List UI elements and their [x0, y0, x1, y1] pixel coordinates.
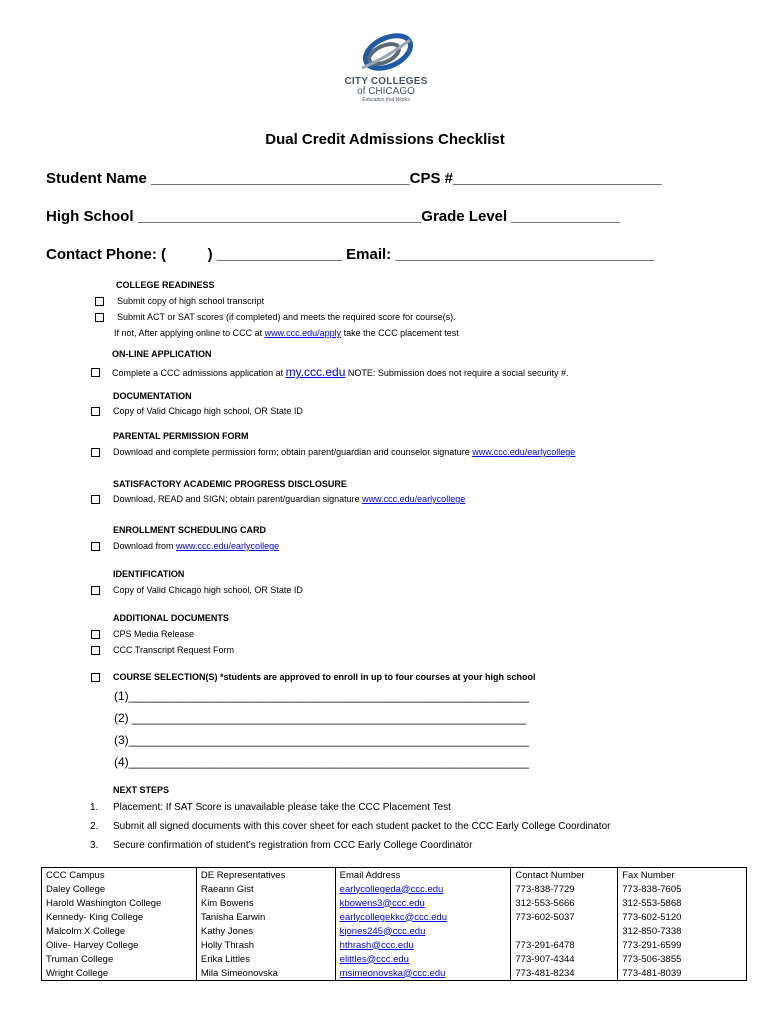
- parental-permission-checkbox[interactable]: [91, 448, 100, 457]
- my-ccc-link[interactable]: my.ccc.edu: [285, 365, 346, 379]
- campus-cell: Harold Washington College: [42, 896, 197, 910]
- act-sat-checkbox[interactable]: [95, 313, 104, 322]
- course-line-2[interactable]: (2) ___________________________________________________________: [114, 711, 526, 725]
- student-name-field[interactable]: Student Name _______________________________CPS #_________________________: [46, 170, 662, 187]
- sap-heading: SATISFACTORY ACADEMIC PROGRESS DISCLOSURE: [113, 479, 347, 489]
- representative-cell: Raeann Gist: [196, 882, 335, 896]
- earlycollege-link[interactable]: www.ccc.edu/earlycollege: [472, 447, 576, 457]
- sap-checkbox[interactable]: [91, 495, 100, 504]
- additional-documents-heading: ADDITIONAL DOCUMENTS: [113, 613, 229, 623]
- step-number: 3.: [90, 840, 99, 851]
- documentation-item: Copy of Valid Chicago high school, OR State ID: [113, 406, 303, 416]
- course-selection-heading: COURSE SELECTION(S) *students are approved to enroll in up to four courses at your high school: [113, 672, 536, 682]
- email-link[interactable]: hthrash@ccc.edu: [335, 938, 511, 952]
- header-email: Email Address: [335, 868, 511, 883]
- online-application-item: Complete a CCC admissions application at my.ccc.edu NOTE: Submission does not require a social security #.: [112, 365, 569, 379]
- identification-item: Copy of Valid Chicago high school, OR State ID: [113, 585, 303, 595]
- campus-cell: Malcolm X College: [42, 924, 197, 938]
- email-link[interactable]: kjones245@ccc.edu: [335, 924, 511, 938]
- placement-note: If not, After applying online to CCC at www.ccc.edu/apply take the CCC placement test: [114, 328, 459, 338]
- campus-cell: Daley College: [42, 882, 197, 896]
- contact-number-cell: 773-291-6478: [511, 938, 618, 952]
- documentation-checkbox[interactable]: [91, 407, 100, 416]
- online-application-heading: ON-LINE APPLICATION: [112, 349, 212, 359]
- email-link[interactable]: kbowens3@ccc.edu: [335, 896, 511, 910]
- parental-permission-item: Download and complete permission form; obtain parent/guardian and counselor signature www.ccc.edu/earlycollege: [113, 447, 576, 457]
- representative-cell: Kim Bowens: [196, 896, 335, 910]
- table-row: [42, 882, 747, 896]
- fax-number-cell: 773-602-5120: [618, 910, 747, 924]
- college-readiness-heading: COLLEGE READINESS: [116, 280, 215, 290]
- identification-checkbox[interactable]: [91, 586, 100, 595]
- contact-number-cell: 773-907-4344: [511, 952, 618, 966]
- course-selection-checkbox[interactable]: [91, 673, 100, 682]
- city-colleges-logo: [344, 28, 428, 106]
- enrollment-card-heading: ENROLLMENT SCHEDULING CARD: [113, 525, 266, 535]
- page-title: Dual Credit Admissions Checklist: [265, 131, 505, 148]
- transcript-request-checkbox[interactable]: [91, 646, 100, 655]
- header-campus: CCC Campus: [42, 868, 197, 883]
- course-line-3[interactable]: (3)____________________________________________________________: [114, 733, 530, 747]
- header-contact-number: Contact Number: [511, 868, 618, 883]
- next-steps-heading: NEXT STEPS: [113, 785, 170, 795]
- act-sat-item: Submit ACT or SAT scores (if completed) and meets the required score for course(s).: [117, 312, 456, 322]
- transcript-checkbox[interactable]: [95, 297, 104, 306]
- email-link[interactable]: elittles@ccc.edu: [335, 952, 511, 966]
- media-release-checkbox[interactable]: [91, 630, 100, 639]
- table-row: [42, 924, 747, 938]
- earlycollege-link[interactable]: www.ccc.edu/earlycollege: [176, 541, 280, 551]
- sap-item: Download, READ and SIGN; obtain parent/guardian signature www.ccc.edu/earlycollege: [113, 494, 466, 504]
- table-row: [42, 938, 747, 952]
- enrollment-card-item: Download from www.ccc.edu/earlycollege: [113, 541, 280, 551]
- course-line-1[interactable]: (1)____________________________________________________________: [114, 689, 530, 703]
- campus-cell: Olive- Harvey College: [42, 938, 197, 952]
- representative-cell: Holly Thrash: [196, 938, 335, 952]
- table-row: [42, 910, 747, 924]
- step-number: 1.: [90, 802, 99, 813]
- table-row: [42, 966, 747, 981]
- enrollment-card-checkbox[interactable]: [91, 542, 100, 551]
- campus-cell: Wright College: [42, 966, 197, 981]
- contact-number-cell: 773-481-8234: [511, 966, 618, 981]
- contact-phone-field[interactable]: Contact Phone: ( ) _______________ Email: _______________________________: [46, 246, 654, 263]
- contact-number-cell: 773-602-5037: [511, 910, 618, 924]
- logo-line1: CITY COLLEGES: [344, 76, 428, 87]
- representative-cell: Tanisha Earwin: [196, 910, 335, 924]
- logo-swoosh-icon: [356, 28, 416, 76]
- table-header-row: [42, 868, 747, 883]
- email-link[interactable]: msimeonovska@ccc.edu: [335, 966, 511, 981]
- course-line-4[interactable]: (4)____________________________________________________________: [114, 755, 530, 769]
- fax-number-cell: 773-291-6599: [618, 938, 747, 952]
- next-step-1: Placement: If SAT Score is unavailable please take the CCC Placement Test: [113, 802, 451, 813]
- fax-number-cell: 312-553-5868: [618, 896, 747, 910]
- representative-cell: Kathy Jones: [196, 924, 335, 938]
- fax-number-cell: 773-481-8039: [618, 966, 747, 981]
- fax-number-cell: 773-506-3855: [618, 952, 747, 966]
- online-application-checkbox[interactable]: [91, 368, 100, 377]
- step-number: 2.: [90, 821, 99, 832]
- header-fax-number: Fax Number: [618, 868, 747, 883]
- logo-line2: of CHICAGO: [357, 86, 415, 97]
- logo-tagline: Education that Works: [362, 97, 410, 103]
- transcript-request-item: CCC Transcript Request Form: [113, 645, 235, 655]
- fax-number-cell: 312-850-7338: [618, 924, 747, 938]
- contacts-table: [41, 867, 747, 981]
- contact-number-cell: [511, 924, 618, 938]
- apply-link[interactable]: www.ccc.edu/apply: [264, 328, 342, 338]
- next-step-2: Submit all signed documents with this cover sheet for each student packet to the CCC Early College Coordinator: [113, 821, 611, 832]
- campus-cell: Truman College: [42, 952, 197, 966]
- header-representatives: DE Representatives: [196, 868, 335, 883]
- high-school-field[interactable]: High School __________________________________Grade Level _____________: [46, 208, 620, 225]
- table-row: [42, 952, 747, 966]
- transcript-item: Submit copy of high school transcript: [117, 296, 265, 306]
- email-link[interactable]: earlycollegekkc@ccc.edu: [335, 910, 511, 924]
- fax-number-cell: 773-838-7605: [618, 882, 747, 896]
- identification-heading: IDENTIFICATION: [113, 569, 185, 579]
- next-step-3: Secure confirmation of student’s registration from CCC Early College Coordinator: [113, 840, 473, 851]
- table-row: [42, 896, 747, 910]
- representative-cell: Mila Simeonovska: [196, 966, 335, 981]
- documentation-heading: DOCUMENTATION: [113, 391, 192, 401]
- email-link[interactable]: earlycollegeda@ccc.edu: [335, 882, 511, 896]
- contact-number-cell: 773-838-7729: [511, 882, 618, 896]
- contact-number-cell: 312-553-5666: [511, 896, 618, 910]
- media-release-item: CPS Media Release: [113, 629, 195, 639]
- parental-permission-heading: PARENTAL PERMISSION FORM: [113, 431, 249, 441]
- representative-cell: Erika Littles: [196, 952, 335, 966]
- earlycollege-link[interactable]: www.ccc.edu/earlycollege: [362, 494, 466, 504]
- campus-cell: Kennedy- King College: [42, 910, 197, 924]
